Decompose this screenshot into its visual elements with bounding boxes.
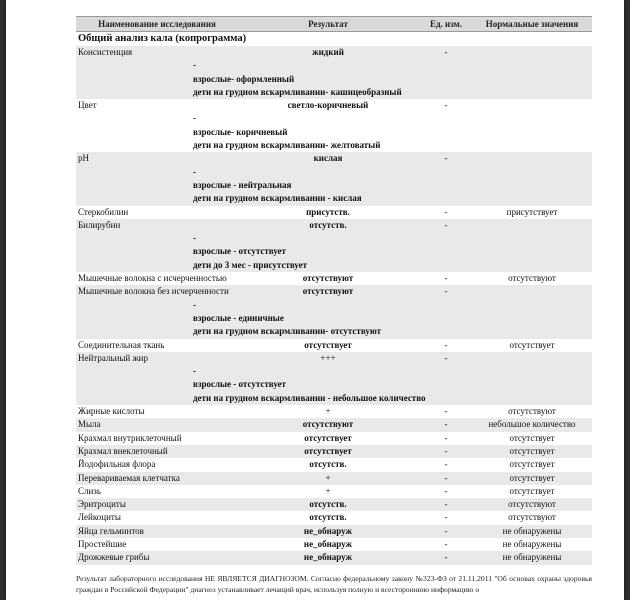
- row-norm: присутствует: [506, 206, 558, 217]
- header-result: Результат: [308, 19, 348, 29]
- row-norm: отсутствует: [509, 459, 555, 470]
- row-name: Мыла: [78, 419, 101, 430]
- reference-line: дети до 3 мес - присутствует: [193, 259, 308, 270]
- reference-line: дети на грудном вскармливании - небольшое количество: [193, 392, 426, 403]
- table-row: [76, 458, 592, 471]
- row-name: Дрожжевые грибы: [78, 552, 150, 563]
- row-result: отсутствует: [304, 339, 352, 350]
- disclaimer-text: Результат лабораторного исследования НЕ ЯВЛЯЕТСЯ ДИАГНОЗОМ. Согласно федеральному закону №323-ФЗ от 21.11.2011 "Об основах охраны здоровья граждан в Российской Федерации" диагноз устанавливает лечащий врач, используя полную и всестороннюю информацию о: [76, 574, 592, 594]
- header-unit: Ед. изм.: [429, 19, 463, 29]
- reference-line: взрослые - единичные: [193, 312, 284, 323]
- table-row: [76, 405, 592, 418]
- row-unit: -: [444, 352, 448, 363]
- row-unit: -: [444, 485, 448, 496]
- report-page: [6, 0, 624, 600]
- row-result: отсутствует: [304, 445, 352, 456]
- row-norm: отсутствует: [509, 485, 555, 496]
- reference-line: -: [193, 60, 196, 71]
- row-norm: отсутствует: [509, 339, 555, 350]
- row-norm: отсутствуют: [508, 273, 556, 284]
- row-unit: -: [444, 445, 448, 456]
- row-unit: -: [444, 525, 448, 536]
- table-row: [76, 46, 592, 99]
- reference-line: дети на грудном вскармливании- отсутствуют: [193, 326, 382, 337]
- table-row: [76, 206, 592, 219]
- row-name: Яйца гельминтов: [78, 525, 144, 536]
- row-result: +: [325, 406, 331, 417]
- row-name: Жирные кислоты: [78, 406, 145, 417]
- table-row: [76, 538, 592, 551]
- row-norm: не обнаружены: [502, 552, 562, 563]
- row-unit: -: [444, 286, 448, 297]
- reference-line: -: [193, 166, 196, 177]
- row-name: Перевариваемая клетчатка: [78, 472, 180, 483]
- row-unit: -: [444, 472, 448, 483]
- row-result: не_обнаруж: [303, 538, 353, 549]
- row-result: не_обнаруж: [303, 525, 353, 536]
- reference-line: взрослые- оформленный: [193, 73, 295, 84]
- table-row: [76, 525, 592, 538]
- row-name: Йодофильная флора: [78, 459, 156, 470]
- table-row: [76, 551, 592, 564]
- section-title: Общий анализ кала (копрограмма): [78, 33, 247, 44]
- row-name: Цвет: [78, 100, 97, 111]
- table-row: [76, 432, 592, 445]
- row-result: отсутств.: [309, 219, 347, 230]
- table-row: [76, 352, 592, 405]
- row-norm: отсутствуют: [508, 499, 556, 510]
- row-unit: -: [444, 339, 448, 350]
- reference-line: взрослые- коричневый: [193, 126, 288, 137]
- row-norm: отсутствуют: [508, 406, 556, 417]
- row-name: Лейкоциты: [78, 512, 121, 523]
- table-row: [76, 285, 592, 338]
- row-name: Эритроциты: [78, 499, 126, 510]
- row-name: Соединительная ткань: [78, 339, 165, 350]
- header-name: Наименование исследования: [98, 19, 216, 29]
- row-name: Мышечные волокна без исчерченности: [78, 286, 229, 297]
- row-result: отсутств.: [309, 499, 347, 510]
- table-row: [76, 272, 592, 285]
- row-norm: отсутствует: [509, 445, 555, 456]
- row-name: Мышечные волокна с исчерченностью: [78, 273, 227, 284]
- row-norm: отсутствуют: [508, 512, 556, 523]
- row-result: +++: [320, 352, 336, 363]
- row-result: присутств.: [306, 206, 350, 217]
- row-name: Стеркобилин: [78, 206, 129, 217]
- table-row: [76, 445, 592, 458]
- row-result: жидкий: [312, 47, 344, 57]
- row-unit: -: [444, 552, 448, 563]
- row-norm: не обнаружены: [502, 538, 562, 549]
- reference-line: дети на грудном вскармливании- кашицеобразный: [193, 86, 402, 97]
- reference-line: дети на грудном вскармливании- желтоватый: [193, 140, 381, 151]
- row-norm: отсутствует: [509, 432, 555, 443]
- reference-line: дети на грудном вскармливании - кислая: [193, 193, 362, 204]
- reference-line: -: [193, 233, 196, 244]
- row-name: Крахмал внутриклеточный: [78, 432, 182, 443]
- row-name: Нейтральный жир: [78, 352, 148, 363]
- row-name: Крахмал внеклеточный: [78, 445, 168, 456]
- row-result: не_обнаруж: [303, 552, 353, 563]
- row-result: отсутствуют: [302, 419, 354, 430]
- row-name: pH: [78, 153, 89, 164]
- row-unit: -: [444, 153, 448, 164]
- row-name: Консистенция: [78, 47, 133, 57]
- row-name: Билирубин: [78, 219, 121, 230]
- row-unit: -: [444, 206, 448, 217]
- row-result: отсутствуют: [302, 273, 354, 284]
- table-row: [76, 418, 592, 431]
- row-unit: -: [444, 47, 448, 57]
- row-result: отсутствуют: [302, 286, 354, 297]
- row-result: +: [325, 485, 331, 496]
- row-unit: -: [444, 499, 448, 510]
- row-result: отсутств.: [309, 459, 347, 470]
- row-result: светло-коричневый: [287, 100, 369, 111]
- row-unit: -: [444, 459, 448, 470]
- row-name: Простейшие: [78, 538, 127, 549]
- reference-line: взрослые - отсутствует: [193, 379, 286, 390]
- reference-line: -: [193, 113, 196, 124]
- row-unit: -: [444, 100, 448, 111]
- row-result: отсутств.: [309, 512, 347, 523]
- row-result: +: [325, 472, 331, 483]
- reference-line: взрослые - отсутствует: [193, 246, 286, 257]
- row-unit: -: [444, 406, 448, 417]
- table-row: [76, 498, 592, 511]
- reference-line: -: [193, 299, 196, 310]
- row-unit: -: [444, 512, 448, 523]
- table-row: [76, 472, 592, 485]
- table-row: [76, 152, 592, 205]
- results-table: [76, 46, 592, 565]
- reference-line: взрослые - нейтральная: [193, 179, 292, 190]
- table-row: [76, 485, 592, 498]
- reference-line: -: [193, 366, 196, 377]
- table-row: [76, 511, 592, 524]
- row-norm: небольшое количество: [488, 419, 576, 430]
- row-name: Слизь: [78, 485, 101, 496]
- row-unit: -: [444, 419, 448, 430]
- table-header: [76, 16, 592, 32]
- table-row: [76, 99, 592, 152]
- row-norm: отсутствует: [509, 472, 555, 483]
- row-unit: -: [444, 432, 448, 443]
- row-norm: не обнаружены: [502, 525, 562, 536]
- table-row: [76, 339, 592, 352]
- row-result: кислая: [313, 153, 343, 164]
- table-row: [76, 219, 592, 272]
- row-unit: -: [444, 538, 448, 549]
- row-unit: -: [444, 273, 448, 284]
- row-unit: -: [444, 219, 448, 230]
- row-result: отсутствует: [304, 432, 352, 443]
- header-norm: Нормальные значения: [485, 19, 579, 29]
